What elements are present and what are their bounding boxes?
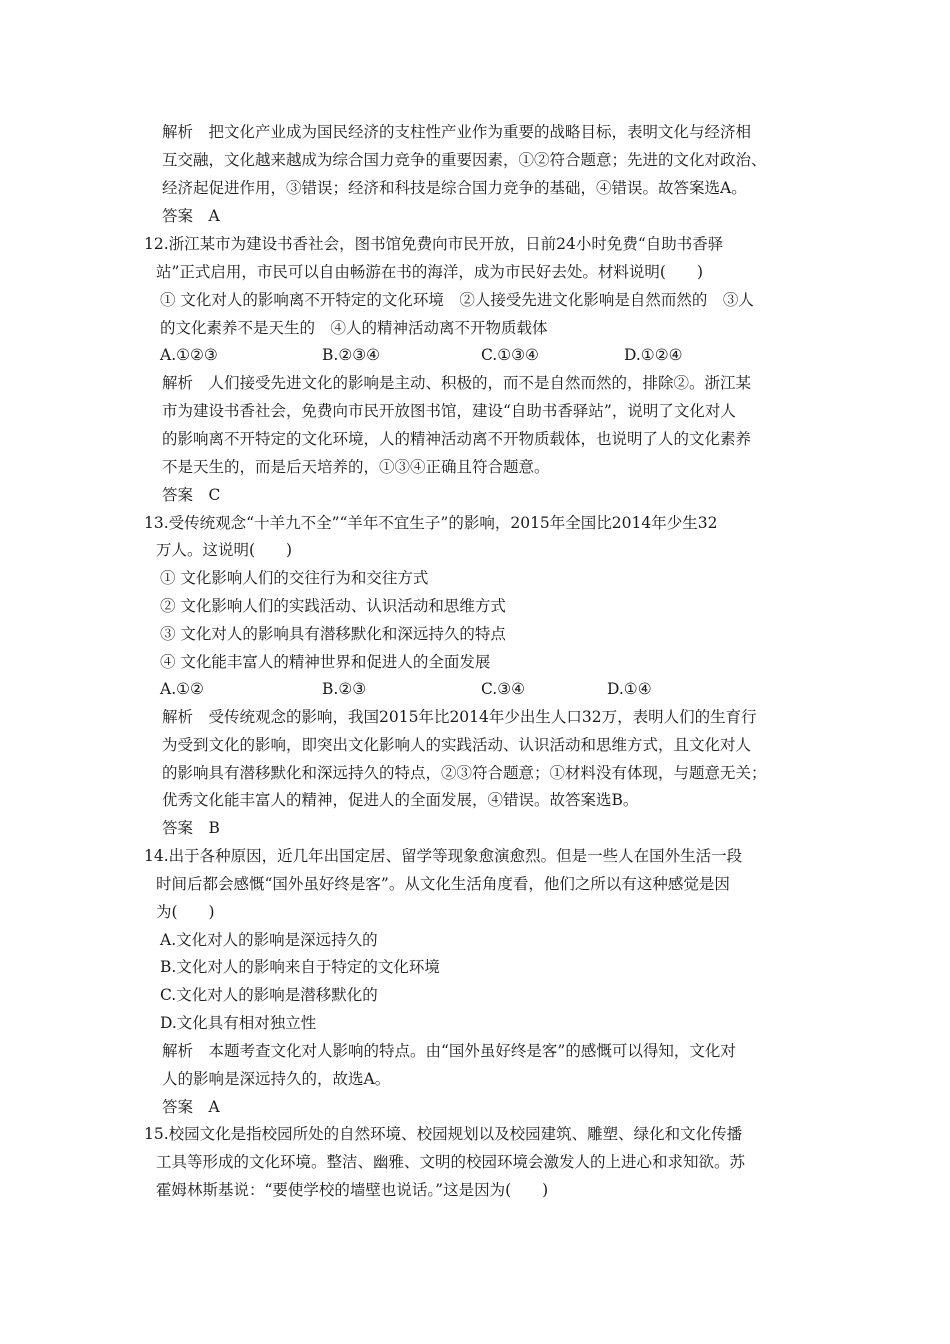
q11-analysis-line: 经济起促进作用，③错误；经济和科技是综合国力竞争的基础，④错误。故答案选A。: [162, 179, 747, 197]
q11-analysis-line: 解析 把文化产业成为国民经济的支柱性产业作为重要的战略目标，表明文化与经济相: [162, 123, 752, 141]
q14-stem-line: 时间后都会感慨“国外虽好终是客”。从文化生活角度看，他们之所以有这种感觉是因: [156, 875, 730, 893]
q12-stem-line: 站”正式启用，市民可以自由畅游在书的海洋，成为市民好去处。材料说明( ): [156, 263, 704, 281]
q14-stem-line: 为( ): [156, 903, 215, 921]
q13-option-d: D.①④: [607, 680, 652, 698]
q14-analysis-line: 解析 本题考查文化对人影响的特点。由“国外虽好终是客”的感慨可以得知，文化对: [162, 1042, 736, 1060]
q13-analysis-line: 优秀文化能丰富人的精神，促进人的全面发展，④错误。故答案选B。: [162, 791, 639, 809]
q14-option-c: C.文化对人的影响是潜移默化的: [160, 986, 378, 1004]
q14-option-d: D.文化具有相对独立性: [160, 1014, 317, 1032]
q12-item-line: ① 文化对人的影响离不开特定的文化环境 ②人接受先进文化影响是自然而然的 ③人: [160, 291, 754, 309]
q13-item-line: ④ 文化能丰富人的精神世界和促进人的全面发展: [160, 653, 491, 671]
q11-answer: 答案 A: [162, 207, 220, 225]
q11-analysis-line: 互交融，文化越来越成为综合国力竞争的重要因素，①②符合题意；先进的文化对政治、: [162, 151, 767, 169]
q12-answer: 答案 C: [162, 486, 221, 504]
q12-stem-line: 12.浙江某市为建设书香社会，图书馆免费向市民开放，日前24小时免费“自助书香驿: [144, 235, 724, 253]
q14-analysis-line: 人的影响是深远持久的，故选A。: [162, 1070, 391, 1088]
q14-answer: 答案 A: [162, 1098, 220, 1116]
q12-analysis-line: 解析 人们接受先进文化的影响是主动、积极的，而不是自然而然的，排除②。浙江某: [162, 374, 752, 392]
q13-option-c: C.③④: [481, 680, 526, 698]
q13-option-b: B.②③: [322, 680, 367, 698]
q12-item-line: 的文化素养不是天生的 ④人的精神活动离不开物质载体: [160, 319, 548, 337]
q13-item-line: ② 文化影响人们的实践活动、认识活动和思维方式: [160, 597, 506, 615]
q13-options: [0, 678, 950, 700]
q13-item-line: ① 文化影响人们的交往行为和交往方式: [160, 569, 429, 587]
q12-option-b: B.②③④: [322, 346, 381, 364]
q15-stem-line: 15.校园文化是指校园所处的自然环境、校园规划以及校园建筑、雕塑、绿化和文化传播: [144, 1125, 743, 1143]
q13-analysis-line: 的影响具有潜移默化和深远持久的特点，②③符合题意；①材料没有体现，与题意无关；: [162, 764, 767, 782]
q13-stem-line: 万人。这说明( ): [156, 541, 293, 559]
q14-option-a: A.文化对人的影响是深远持久的: [160, 931, 378, 949]
q12-option-a: A.①②③: [160, 346, 218, 364]
q12-analysis-line: 的影响离不开特定的文化环境，人的精神活动离不开物质载体，也说明了人的文化素养: [162, 430, 752, 448]
q12-analysis-line: 不是天生的，而是后天培养的，①③④正确且符合题意。: [162, 458, 550, 476]
q13-analysis-line: 为受到文化的影响，即突出文化影响人的实践活动、认识活动和思维方式，且文化对人: [162, 736, 752, 754]
q12-analysis-line: 市为建设书香社会，免费向市民开放图书馆，建设“自助书香驿站”，说明了文化对人: [162, 402, 736, 420]
q15-stem-line: 工具等形成的文化环境。整洁、幽雅、文明的校园环境会激发人的上进心和求知欲。苏: [156, 1153, 746, 1171]
q14-option-b: B.文化对人的影响来自于特定的文化环境: [160, 958, 440, 976]
q13-option-a: A.①②: [160, 680, 204, 698]
q15-stem-line: 霍姆林斯基说：“要使学校的墙壁也说话。”这是因为( ): [156, 1181, 549, 1199]
q14-stem-line: 14.出于各种原因，近几年出国定居、留学等现象愈演愈烈。但是一些人在国外生活一段: [144, 847, 743, 865]
q12-options: [0, 344, 950, 366]
q13-item-line: ③ 文化对人的影响具有潜移默化和深远持久的特点: [160, 625, 506, 643]
q12-option-d: D.①②④: [624, 346, 683, 364]
q13-analysis-line: 解析 受传统观念的影响，我国2015年比2014年少出生人口32万，表明人们的生育行: [162, 708, 757, 726]
q13-stem-line: 13.受传统观念“十羊九不全”“羊年不宜生子”的影响，2015年全国比2014年少生32: [144, 514, 718, 532]
q12-option-c: C.①③④: [481, 346, 539, 364]
q13-answer: 答案 B: [162, 819, 220, 837]
